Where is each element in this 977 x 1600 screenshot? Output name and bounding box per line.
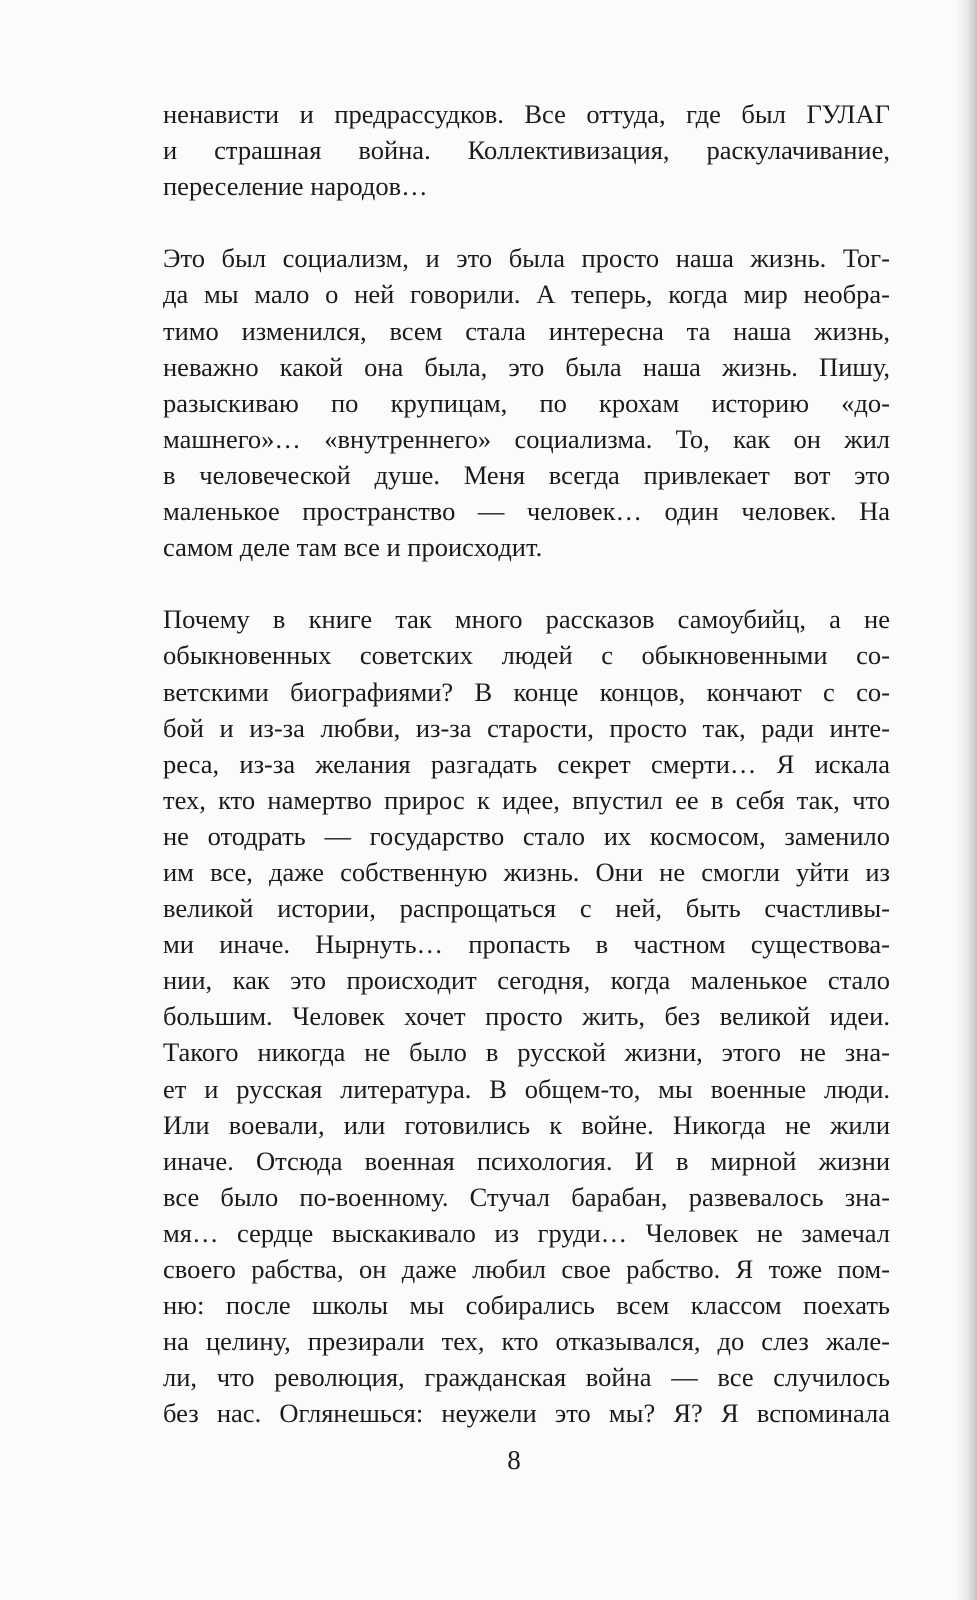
text-line: Почему в книге так много рассказов самоубийц, а не xyxy=(163,604,890,635)
text-line: великой истории, распрощаться с ней, быть счастливы- xyxy=(163,893,890,924)
text-line: без нас. Оглянешься: неужели это мы? Я? Я вспоминала xyxy=(163,1398,890,1429)
text-line: бой и из-за любви, из-за старости, просто так, ради инте- xyxy=(163,712,890,743)
text-line: на целину, презирали тех, кто отказывался, до слез жале- xyxy=(163,1326,890,1357)
text-line: ненависти и предрассудков. Все оттуда, где был ГУЛАГ xyxy=(163,99,890,129)
text-line: неважно какой она была, это была наша жизнь. Пишу, xyxy=(163,351,890,382)
text-line: ми иначе. Нырнуть… пропасть в частном существова- xyxy=(163,929,890,960)
text-line: Такого никогда не было в русской жизни, этого не зна- xyxy=(163,1037,890,1068)
text-line: машнего»… «внутреннего» социализма. То, как он жил xyxy=(163,423,890,454)
text-line: ветскими биографиями? В конце концов, кончают с со- xyxy=(163,676,890,707)
text-line: маленькое пространство — человек… один человек. На xyxy=(163,496,890,527)
text-line: мя… сердце выскакивало из груди… Человек не замечал xyxy=(163,1217,890,1248)
text-line: тех, кто намертво прирос к идее, впустил ее в себя так, что xyxy=(163,784,890,815)
text-line: своего рабства, он даже любил свое рабство. Я тоже пом- xyxy=(163,1254,890,1284)
text-line: не отодрать — государство стало их космосом, заменило xyxy=(163,820,890,851)
text-line: да мы мало о ней говорили. А теперь, когда мир необра- xyxy=(163,279,890,310)
page-number: 8 xyxy=(507,1445,521,1475)
paragraph-gap xyxy=(163,204,890,240)
text-line: ли, что революция, гражданская война — все случилось xyxy=(163,1362,890,1393)
text-line: реса, из-за желания разгадать секрет смерти… Я искала xyxy=(163,748,890,779)
text-line: тимо изменился, всем стала интересна та наша жизнь, xyxy=(163,315,890,346)
text-line: Или воевали, или готовились к войне. Никогда не жили xyxy=(163,1109,890,1140)
text-line: и страшная война. Коллективизация, раскулачивание, xyxy=(163,135,890,166)
text-line: в человеческой душе. Меня всегда привлекает вот это xyxy=(163,459,890,490)
text-line: нии, как это происходит сегодня, когда маленькое стало xyxy=(163,965,890,996)
text-line: иначе. Отсюда военная психология. И в мирной жизни xyxy=(163,1145,890,1176)
text-line: разыскиваю по крупицам, по крохам историю «до- xyxy=(163,387,890,418)
text-line: обыкновенных советских людей с обыкновенными со- xyxy=(163,640,890,671)
text-line: Это был социализм, и это была просто наша жизнь. Тог- xyxy=(163,243,890,274)
text-line: большим. Человек хочет просто жить, без великой идеи. xyxy=(163,1001,890,1032)
paragraph-gap xyxy=(163,565,890,601)
text-line: ню: после школы мы собирались всем классом поехать xyxy=(163,1290,890,1321)
text-line: переселение народов… xyxy=(163,171,428,202)
body-text xyxy=(163,96,890,1431)
text-line: им все, даже собственную жизнь. Они не смогли уйти из xyxy=(163,856,890,887)
text-line: самом деле там все и происходит. xyxy=(163,532,543,563)
text-line: все было по-военному. Стучал барабан, развевалось зна- xyxy=(163,1181,890,1212)
text-line: ет и русская литература. В общем-то, мы военные люди. xyxy=(163,1073,890,1104)
page-edge-shadow xyxy=(955,0,977,1600)
